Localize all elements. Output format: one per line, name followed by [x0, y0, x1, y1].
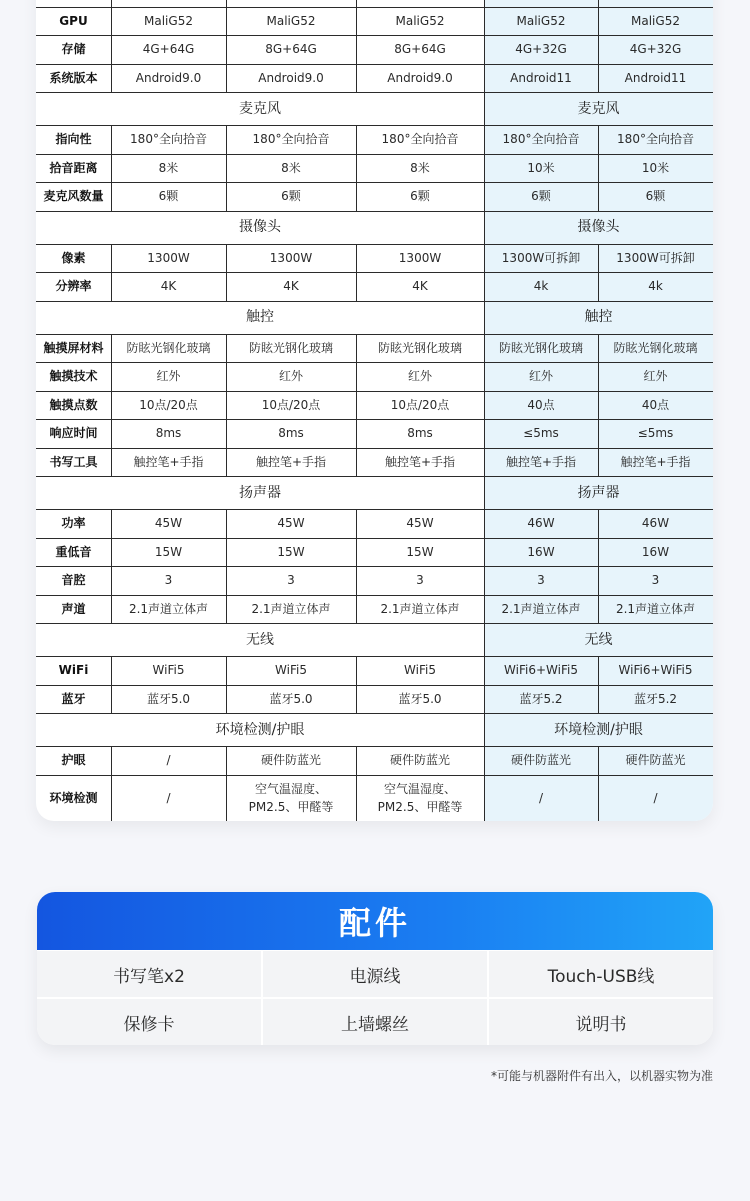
- spec-value: 10点/20点: [139, 397, 198, 412]
- spec-value: 1300W: [269, 250, 313, 265]
- spec-value: 2.1声道立体声: [501, 601, 581, 616]
- spec-value: 防眩光钢化玻璃: [126, 340, 211, 355]
- spec-value: WiFi5: [275, 663, 307, 678]
- spec-value: 16W: [641, 544, 670, 559]
- spec-value: 触控笔+手指: [505, 454, 577, 469]
- spec-value: 4K: [412, 279, 428, 294]
- spec-value-line: PM2.5、甲醛等: [377, 799, 463, 814]
- row-label: GPU: [59, 13, 88, 28]
- spec-value: Android9.0: [258, 70, 324, 85]
- spec-value: ≤5ms: [637, 426, 674, 441]
- accessory-item: 说明书: [489, 999, 713, 1045]
- spec-value: 10点/20点: [261, 397, 321, 412]
- accessory-item: 书写笔x2: [37, 951, 261, 997]
- spec-value: Android9.0: [135, 70, 202, 85]
- spec-value: MaliG52: [395, 13, 445, 28]
- spec-value: 红外: [528, 369, 553, 384]
- spec-value: 防眩光钢化玻璃: [377, 340, 462, 355]
- spec-value: 16W: [527, 544, 555, 559]
- row-label: 触摸点数: [49, 397, 98, 412]
- spec-value: [598, 775, 713, 821]
- spec-value: WiFi6+WiFi5: [618, 663, 693, 678]
- spec-value: 4G+32G: [629, 42, 682, 57]
- section-title: 无线: [584, 631, 613, 648]
- spec-value: 1300W可拆卸: [501, 250, 581, 265]
- spec-value: MaliG52: [631, 13, 680, 28]
- row-label: 书写工具: [49, 454, 98, 469]
- accessory-item: 上墙螺丝: [263, 999, 487, 1045]
- row-label: 像素: [61, 250, 86, 265]
- row-label: 分辨率: [55, 279, 92, 294]
- section-title: 环境检测/护眼: [554, 721, 643, 738]
- spec-value: 3: [164, 573, 173, 588]
- row-label: 触摸技术: [49, 369, 98, 384]
- section-title: 麦克风: [239, 100, 281, 117]
- spec-value: 15W: [406, 544, 434, 559]
- spec-value: 8米: [410, 160, 430, 175]
- spec-value: 180°全向拾音: [502, 132, 580, 147]
- spec-value: 3: [287, 573, 295, 588]
- section-title: 触控: [246, 309, 274, 325]
- section-title: 环境检测/护眼: [215, 721, 305, 738]
- spec-value: WiFi5: [404, 663, 436, 678]
- spec-value: MaliG52: [516, 13, 566, 28]
- spec-value: Android11: [624, 70, 687, 85]
- spec-table: [36, 0, 713, 821]
- section-title: 无线: [246, 631, 274, 648]
- row-label: 响应时间: [49, 426, 98, 441]
- spec-value: 15W: [277, 544, 305, 559]
- spec-value: 8ms: [407, 426, 433, 441]
- spec-value: 蓝牙5.0: [269, 691, 313, 706]
- spec-value: 40点: [527, 397, 555, 412]
- row-label: 拾音距离: [49, 160, 98, 175]
- section-title: 麦克风: [577, 100, 620, 117]
- spec-value: 4G+64G: [142, 42, 195, 57]
- spec-value: 1300W可拆卸: [616, 250, 695, 265]
- spec-value-line: /: [653, 790, 658, 805]
- spec-value: 硬件防蓝光: [625, 753, 686, 768]
- accessories-header: [37, 892, 713, 950]
- row-label: 重低音: [55, 544, 92, 559]
- spec-value: MaliG52: [144, 13, 193, 28]
- row-label: 麦克风数量: [43, 189, 104, 204]
- row-label: 环境检测: [49, 790, 98, 805]
- spec-value: 防眩光钢化玻璃: [498, 340, 583, 355]
- spec-value: 180°全向拾音: [252, 132, 330, 147]
- spec-value: 红外: [156, 369, 181, 384]
- row-label: 功率: [61, 516, 86, 531]
- spec-value: WiFi5: [152, 663, 185, 678]
- spec-value: 180°全向拾音: [381, 132, 459, 147]
- spec-value: 10米: [527, 160, 555, 175]
- row-label: 蓝牙: [61, 691, 86, 706]
- spec-value: 触控笔+手指: [384, 454, 456, 469]
- spec-value: 45W: [406, 516, 434, 531]
- row-label: 存储: [61, 42, 86, 57]
- row-label: 声道: [61, 601, 86, 616]
- spec-value: 3: [651, 573, 660, 588]
- section-title: 摄像头: [577, 219, 620, 235]
- spec-value: 46W: [527, 516, 555, 531]
- row-label: 护眼: [61, 753, 86, 768]
- spec-value: 蓝牙5.0: [398, 691, 442, 706]
- spec-value: 180°全向拾音: [617, 132, 694, 147]
- section-title: 扬声器: [239, 484, 281, 501]
- spec-value: 10米: [641, 160, 670, 175]
- spec-value: 4k: [648, 279, 663, 294]
- spec-value: 4K: [160, 279, 177, 294]
- spec-value-line: 空气温湿度、: [254, 781, 327, 796]
- spec-value: [111, 775, 226, 821]
- section-title: 摄像头: [239, 219, 281, 235]
- spec-value: 8G+64G: [265, 42, 317, 57]
- spec-value: 8米: [158, 160, 179, 175]
- row-label: WiFi: [58, 663, 89, 678]
- row-label: 系统版本: [49, 70, 98, 85]
- spec-value: 红外: [278, 369, 303, 384]
- spec-value: 硬件防蓝光: [510, 753, 571, 768]
- spec-value: 红外: [407, 369, 432, 384]
- spec-value: Android9.0: [387, 70, 453, 85]
- spec-value: 8ms: [155, 426, 182, 441]
- accessory-item: Touch-USB线: [489, 951, 713, 997]
- spec-value: 2.1声道立体声: [615, 601, 696, 616]
- section-title: 扬声器: [577, 484, 620, 501]
- spec-value: 6颗: [410, 189, 430, 204]
- accessory-item: 保修卡: [37, 999, 261, 1045]
- spec-value: 触控笔+手指: [255, 454, 327, 469]
- spec-value: 红外: [643, 369, 668, 384]
- spec-value: 6颗: [281, 189, 301, 204]
- spec-value: 1300W: [147, 250, 190, 265]
- spec-value: 防眩光钢化玻璃: [613, 340, 698, 355]
- spec-value: 蓝牙5.2: [633, 691, 678, 706]
- spec-value: 45W: [277, 516, 305, 531]
- spec-value: 3: [537, 573, 545, 588]
- spec-value: MaliG52: [266, 13, 316, 28]
- spec-value: 4G+32G: [515, 42, 567, 57]
- spec-value: 2.1声道立体声: [128, 601, 209, 616]
- accessory-item: 电源线: [263, 951, 487, 997]
- spec-value: 2.1声道立体声: [251, 601, 331, 616]
- spec-value: 硬件防蓝光: [260, 753, 321, 768]
- spec-value: 触控笔+手指: [620, 454, 691, 469]
- spec-value: 2.1声道立体声: [380, 601, 460, 616]
- spec-value: 1300W: [398, 250, 442, 265]
- spec-value: 46W: [641, 516, 670, 531]
- spec-value: ≤5ms: [523, 426, 559, 441]
- spec-value: 15W: [154, 544, 183, 559]
- spec-value: [484, 775, 598, 821]
- spec-value: 防眩光钢化玻璃: [248, 340, 333, 355]
- row-label: 音腔: [61, 573, 86, 588]
- spec-value: /: [166, 753, 171, 768]
- spec-value: 180°全向拾音: [130, 132, 207, 147]
- spec-value: 蓝牙5.2: [519, 691, 563, 706]
- footnote: *可能与机器附件有出入，以机器实物为准: [490, 1069, 713, 1083]
- section-title: 触控: [584, 309, 613, 325]
- row-label: 触摸屏材料: [43, 340, 104, 355]
- spec-value-line: 空气温湿度、: [383, 781, 456, 796]
- spec-value: 45W: [154, 516, 183, 531]
- spec-value: 8G+64G: [394, 42, 446, 57]
- spec-value: 硬件防蓝光: [389, 753, 450, 768]
- row-label: 指向性: [55, 132, 92, 147]
- spec-value: 40点: [641, 397, 670, 412]
- spec-value: 6颗: [531, 189, 551, 204]
- spec-value: 10点/20点: [390, 397, 450, 412]
- spec-value: Android11: [510, 70, 572, 85]
- spec-value: 8ms: [278, 426, 304, 441]
- spec-value: 3: [416, 573, 424, 588]
- spec-value: 触控笔+手指: [133, 454, 204, 469]
- spec-value: 蓝牙5.0: [146, 691, 191, 706]
- spec-value-line: PM2.5、甲醛等: [248, 799, 334, 814]
- spec-value: [226, 775, 356, 821]
- spec-value-line: /: [538, 790, 544, 805]
- spec-value: WiFi6+WiFi5: [504, 663, 578, 678]
- spec-value: 6颗: [158, 189, 179, 204]
- spec-value: 8米: [281, 160, 301, 175]
- spec-value-line: /: [166, 790, 171, 805]
- accessories-card: [37, 892, 713, 1045]
- spec-value: 6颗: [645, 189, 666, 204]
- spec-value: 4k: [533, 279, 549, 294]
- spec-value: [356, 775, 484, 821]
- spec-value: 4K: [283, 279, 299, 294]
- accessories-title: 配件: [338, 904, 411, 942]
